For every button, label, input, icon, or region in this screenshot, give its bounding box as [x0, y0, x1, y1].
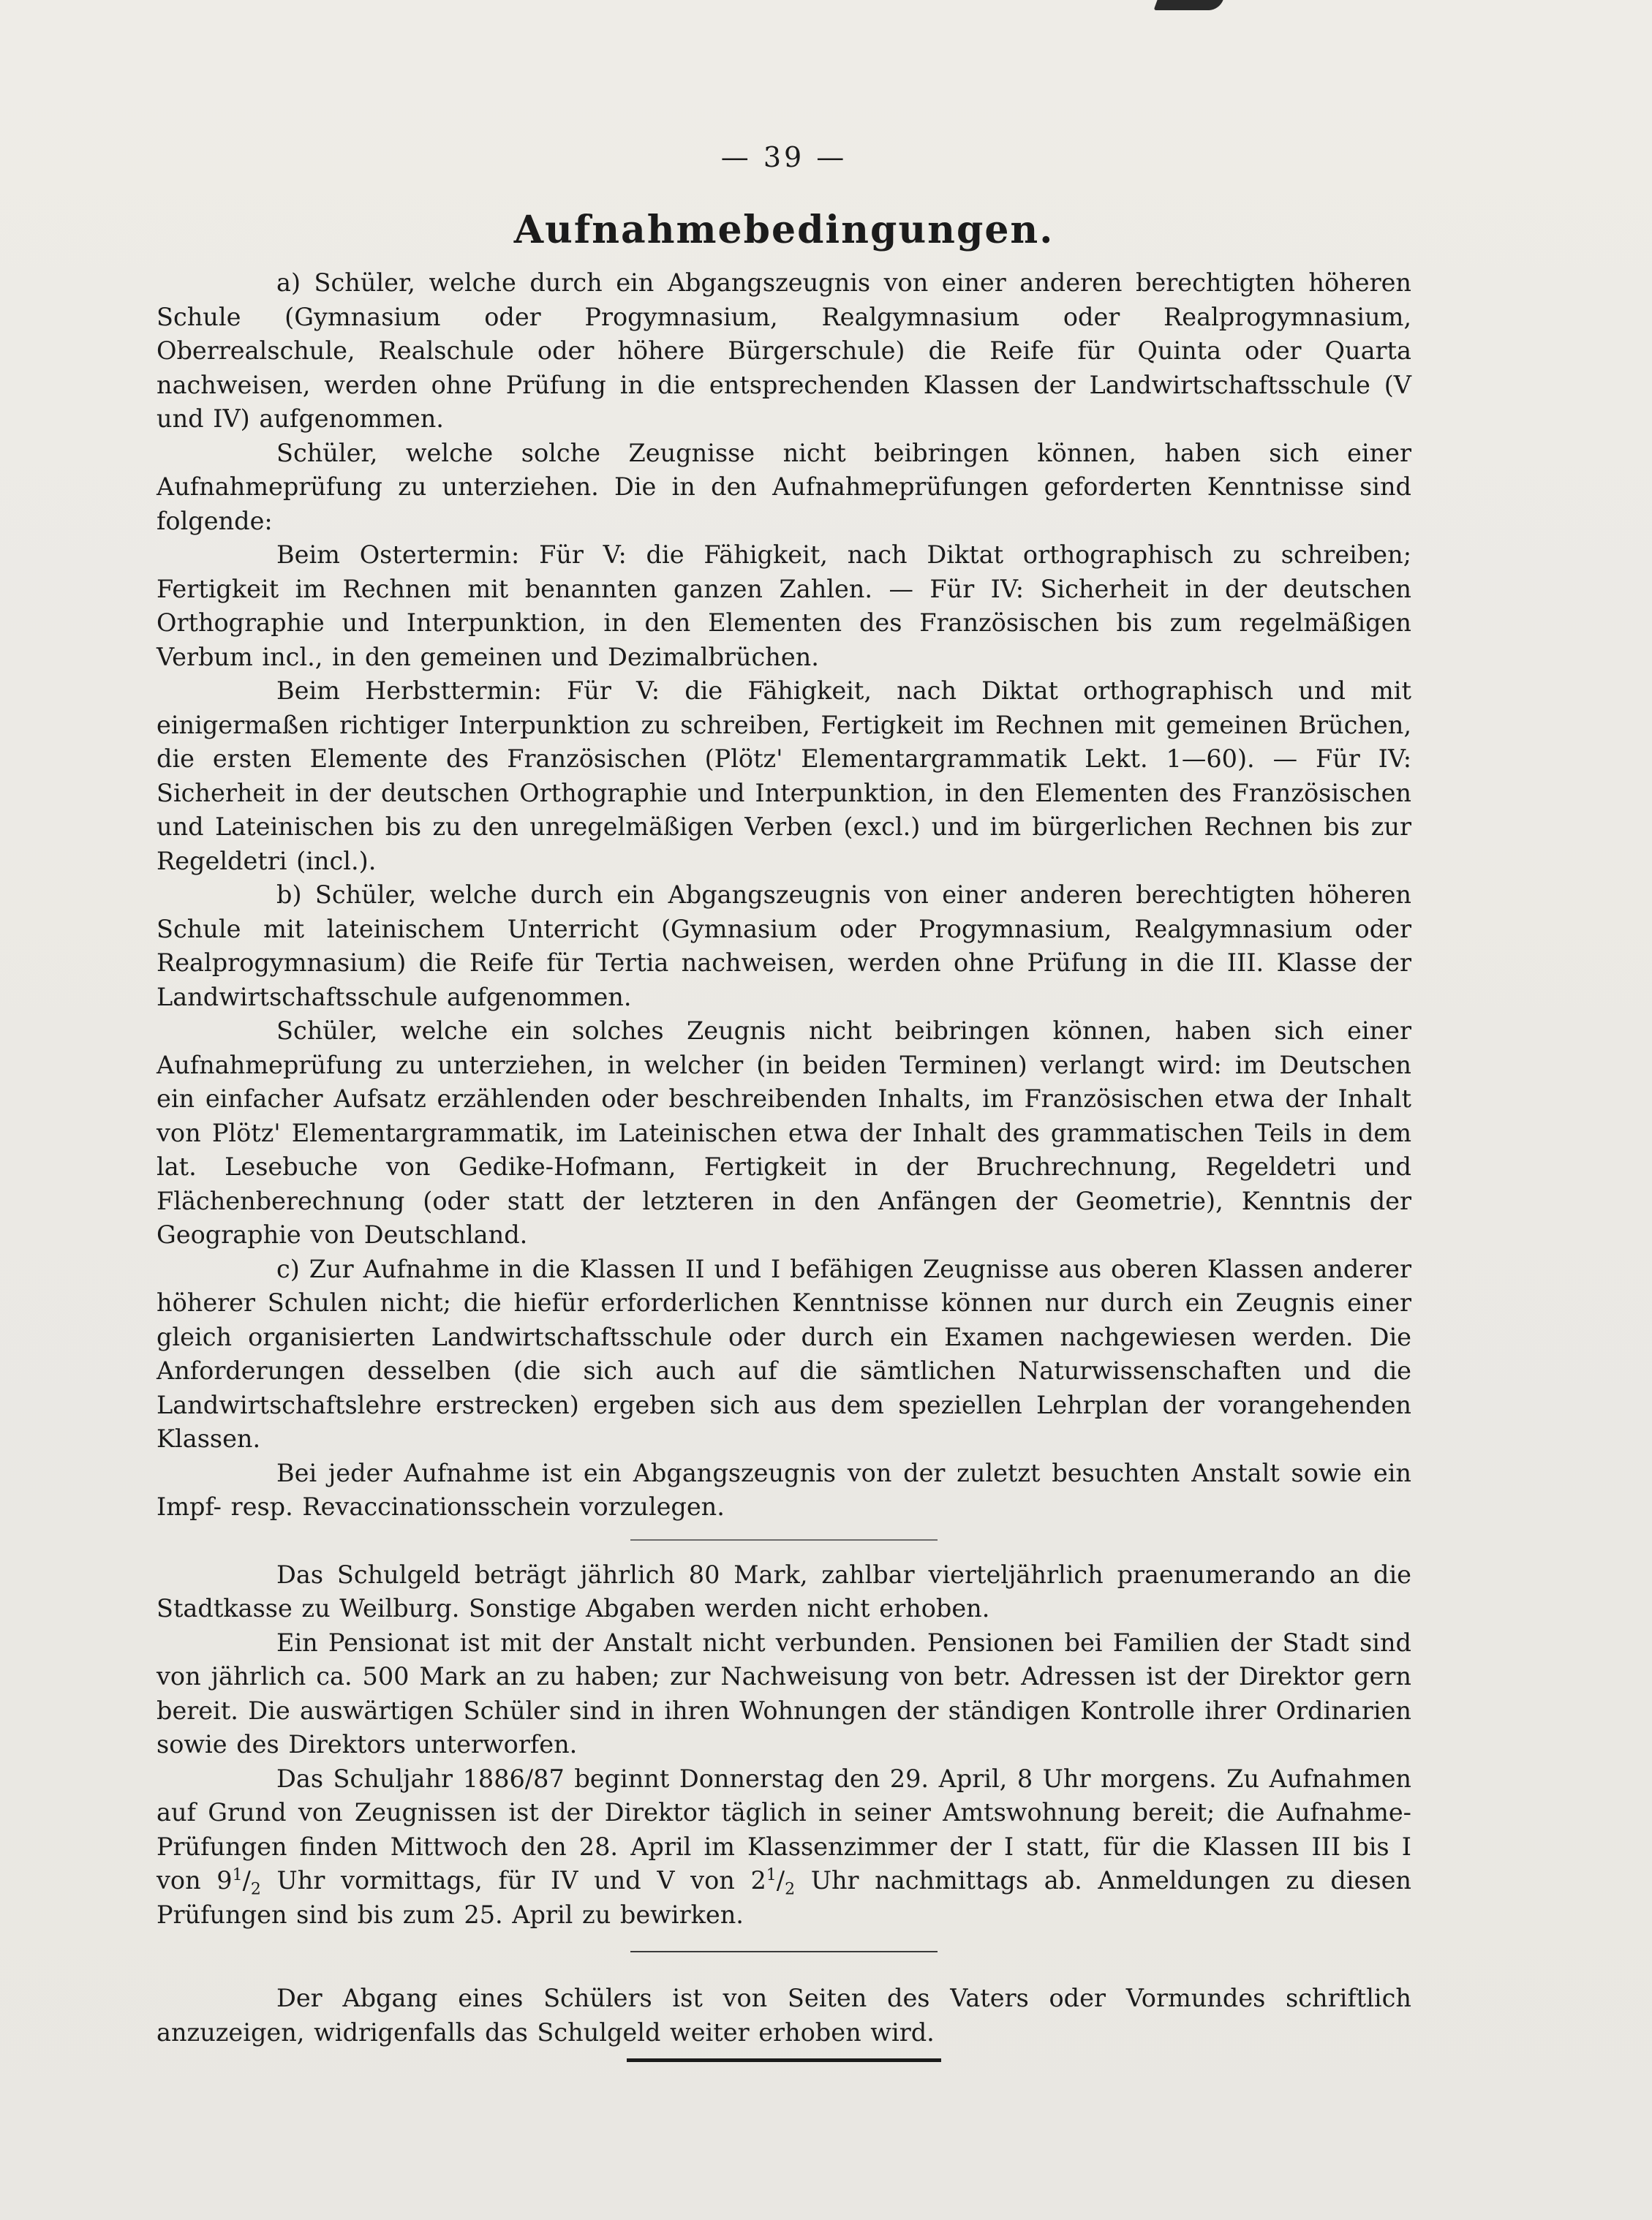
fraction-denominator: 2 [250, 1880, 261, 1899]
page-number: — 39 — [720, 141, 848, 173]
end-rule [627, 2058, 941, 2062]
separator-rule [630, 1539, 938, 1541]
paragraph-schulgeld: Das Schulgeld beträgt jährlich 80 Mark, zahlbar vierteljährlich praenumerando an die Stadtkasse zu Weilburg. Sonstige Abgaben werden nicht erhoben. [156, 1560, 1411, 1623]
ink-mark [1153, 0, 1223, 10]
page-title: Aufnahmebedingungen. [513, 208, 1055, 252]
paragraph-pensionat: Ein Pensionat ist mit der Anstalt nicht verbunden. Pensionen bei Familien der Stadt sind von jährlich ca. 500 Mark an zu haben; zur Nachweisung von betr. Adressen ist der Direktor gern bereit. Die auswärtigen Schüler sind in ihren Wohnungen der ständigen Kontrolle ihrer Ordinarien sowie des Direktors unterworfen. [156, 1628, 1411, 1759]
paragraph-abgang: Der Abgang eines Schülers ist von Seiten des Vaters oder Vormundes schriftlich anzuzeigen, widrigenfalls das Schulgeld weiter erhoben wird. [156, 1984, 1411, 2047]
text-block [156, 139, 1411, 2062]
paragraph-herbsttermin: Beim Herbsttermin: Für V: die Fähigkeit, nach Diktat orthographisch und mit einigermaßen richtiger Interpunktion zu schreiben, Fertigkeit im Rechnen mit gemeinen Brüchen, die ersten Elemente des Französischen (Plötz' Elementargrammatik Lekt. 1—60). — Für IV: Sicherheit in der deutschen Orthographie und Interpunktion, in den Elementen des Französischen und Lateinischen bis zu den unregelmäßigen Verben (excl.) und im bürgerlichen Rechnen bis zur Regeldetri (incl.). [156, 676, 1411, 875]
paragraph-b: b) Schüler, welche durch ein Abgangszeugnis von einer anderen berechtigten höheren Schule mit lateinischem Unterricht (Gymnasium oder Progymnasium, Realgymnasium oder Realprogymnasium) die Reife für Tertia nachweisen, werden ohne Prüfung in die III. Klasse der Landwirtschaftsschule aufgenommen. [156, 880, 1411, 1011]
paragraph-c: c) Zur Aufnahme in die Klassen II und I befähigen Zeugnisse aus oberen Klassen anderer höherer Schulen nicht; die hiefür erforderlichen Kenntnisse können nur durch ein Zeugnis einer gleich organisierten Landwirtschaftsschule oder durch ein Examen nachgewiesen werden. Die Anforderungen desselben (die sich auch auf die sämtlichen Naturwissenschaften und die Landwirtschaftslehre erstrecken) ergeben sich aus dem speziellen Lehrplan der vorangehenden Klassen. [156, 1254, 1411, 1453]
paragraph-schuljahr: Das Schuljahr 1886/87 beginnt Donnerstag den 29. April, 8 Uhr morgens. Zu Aufnahmen auf Grund von Zeugnissen ist der Direktor täglich in seiner Amtswohnung bereit; die Aufnahme-Prüfungen finden Mittwoch den 28. April im Klassenzimmer der I statt, für die Klassen III bis I von $9^1/_2$ Uhr vormittags, für IV und V von $2^1/_2$ Uhr nachmittags ab. Anmeldungen zu diesen Prüfungen sind bis zum 25. April zu bewirken. [156, 1764, 1411, 1929]
paragraph-ostertermin: Beim Ostertermin: Für V: die Fähigkeit, nach Diktat orthographisch zu schreiben; Fertigkeit im Rechnen mit benannten ganzen Zahlen. — Für IV: Sicherheit in der deutschen Orthographie und Interpunktion, in den Elementen des Französischen bis zum regelmäßigen Verbum incl., in den gemeinen und Dezimalbrüchen. [156, 540, 1411, 671]
fraction-denominator: 2 [785, 1880, 796, 1899]
paragraph-exam-b: Schüler, welche ein solches Zeugnis nicht beibringen können, haben sich einer Aufnahmeprüfung zu unterziehen, in welcher (in beiden Terminen) verlangt wird: im Deutschen ein einfacher Aufsatz erzählenden oder beschreibenden Inhalts, im Französischen etwa der Inhalt von Plötz' Elementargrammatik, im Lateinischen etwa der Inhalt des grammatischen Teils in dem lat. Lesebuche von Gedike-Hofmann, Fertigkeit in der Bruchrechnung, Regeldetri und Flächenberechnung (oder statt der letzteren in den Anfängen der Geometrie), Kenntnis der Geographie von Deutschland. [156, 1016, 1411, 1249]
paragraph-a: a) Schüler, welche durch ein Abgangszeugnis von einer anderen berechtigten höheren Schule (Gymnasium oder Progymnasium, Realgymnasium oder Realprogymnasium, Oberrealschule, Realschule oder höhere Bürgerschule) die Reife für Quinta oder Quarta nachweisen, werden ohne Prüfung in die entsprechenden Klassen der Landwirtschaftsschule (V und IV) aufgenommen. [156, 268, 1411, 433]
paragraph-documents: Bei jeder Aufnahme ist ein Abgangszeugnis von der zuletzt besuchten Anstalt sowie ein Impf- resp. Revaccinationsschein vorzulegen. [156, 1458, 1411, 1521]
schedule-text-c: Uhr nachmittags ab. Anmeldungen zu diesen Prüfungen sind bis zum 25. April zu bewirken. [156, 1866, 1411, 1929]
schedule-text-a: Das Schuljahr 1886/87 beginnt Donnerstag den 29. April, 8 Uhr morgens. Zu Aufnahmen auf Grund von Zeugnissen ist der Direktor täglich in seiner Amtswohnung bereit; die Aufnahme-Prüfungen finden Mittwoch den 28. April im Klassenzimmer der I statt, für die Klassen III bis I von 9 [156, 1764, 1411, 1895]
separator-rule [630, 1951, 938, 1952]
fraction-numerator: 1 [232, 1865, 243, 1884]
schedule-text-b: Uhr vormittags, für IV und V von 2 [260, 1866, 766, 1895]
fraction-numerator: 1 [766, 1865, 777, 1884]
paragraph-exam: Schüler, welche solche Zeugnisse nicht beibringen können, haben sich einer Aufnahmeprüfung zu unterziehen. Die in den Aufnahmeprüfungen geforderten Kenntnisse sind folgende: [156, 438, 1411, 535]
